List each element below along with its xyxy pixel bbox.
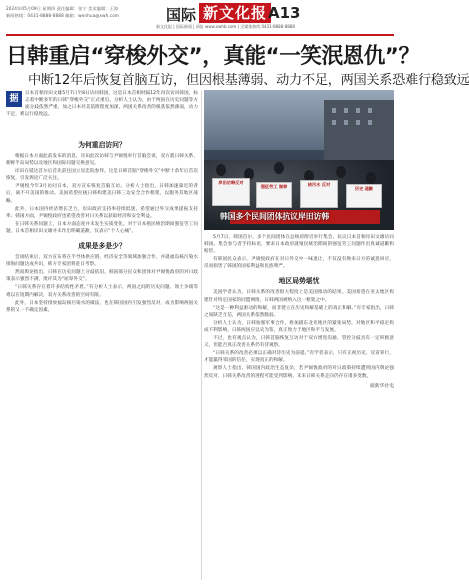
paragraph: 不过，也有观点认为，日韩首脑恢复互访对于双方增进沟通、管控分歧具有一定积极意义，但能否真正改善关系仍有待观察。	[204, 336, 394, 349]
subheadline: 中断12年后恢复首脑互访，但因根基薄弱、动力不足，两国关系恐难行稳致远	[28, 73, 469, 88]
photo-window	[332, 120, 336, 125]
hotline: 新闻热线：0431-8888-8888 邮箱：wenhua@xwh.com	[6, 12, 120, 18]
byline: 据新华社电	[370, 383, 394, 389]
newspaper-logo: 新文化报	[199, 3, 271, 23]
photo-person	[336, 166, 346, 178]
paragraph: 有韩国民众表示，尹锡悦政府在对日外交中一味退让，不仅没有换来日方的诚意回应，反而损害了韩国的国家利益和民族尊严。	[204, 257, 394, 270]
paragraph: 美国学者认为，日韩关系的改善很大程度上是美国推动的结果。美国希望在亚太地区构建针对特定国家的同盟网络，日韩两国被纳入这一框架之中。	[204, 290, 394, 303]
photo-window	[368, 120, 372, 125]
protest-sign: 强征劳工 谢罪	[256, 182, 292, 208]
paragraph: 分析人士认为，日韩加强军事合作，将加剧东北亚地区的紧张局势，对地区和平稳定构成不利影响。日韩两国应以史为鉴，真正致力于地区和平与发展。	[204, 320, 394, 333]
date-line: 2024年05月09日 星期四 责任编辑：张宁 美术编辑：王海	[6, 6, 119, 11]
protest-sign: 核污水 反对	[300, 180, 338, 208]
photo-window	[356, 108, 360, 113]
photo-window	[356, 120, 360, 125]
section-title-1: 为何重启访问？	[78, 141, 126, 149]
paragraph: 根据日本方面此前发布的消息，岸田此次访韩与尹锡悦举行首脑会谈，双方就日韩关系、朝鲜半岛局势以及地区和国际问题交换意见。	[6, 154, 198, 167]
paragraph: 此外，日本坚持排放福岛核污染水的做法，也在韩国国内引发强烈反对，成为影响两国关系的又一不确定因素。	[6, 300, 198, 313]
paragraph: 岸田在抵达首尔后首先前往国立显忠院参拜。这是日韩首脑“穿梭外交”中断十余年后首次恢复，引发舆论广泛关注。	[6, 169, 198, 182]
masthead	[6, 0, 394, 36]
lead-text: 日本首相岸田文雄5月7日至8日访问韩国，这是日本首相时隔12年再次访问韩国，标志着中断多年的日韩“穿梭外交”正式重启。分析人士认为，由于两国在历史问题等方面分歧依然严重，加之日本对美依附程度加深，两国关系改善的根基依然薄弱，动力不足，难以行稳致远。	[6, 91, 198, 118]
protest-sign: 历史 道歉	[346, 184, 382, 208]
paragraph: 观察人士指出，韩国国内政治生态复杂，若尹锡悦政府的对日政策持续遭到国内舆论强烈反对，日韩关系改善的进程可能受到影响。未来日韩关系走向仍存在诸多变数。	[204, 366, 394, 379]
paragraph: “日韩关系的改善必须以正确对待历史为前提。”有学者表示，只有正视历史、反省罪行，才能赢得邻国的信任，实现真正的和解。	[204, 351, 394, 364]
paragraph: “日韩关系存在着许多结构性矛盾。”有分析人士表示，两国之间的历史问题、领土争端等难以在短期内解决，双方关系改善的空间有限。	[6, 285, 198, 298]
paragraph: 尹锡悦今年3月访问日本，双方宣布恢复首脑互访。分析人士指出，日韩加速靠近的背后，离不开美国的推动。美国希望拉拢日韩构建美日韩三边安全合作框架，以服务其地区战略。	[6, 184, 198, 204]
paragraph: 会谈结束后，双方宣布将在半导体供应链、经济安全等领域加强合作，并就福岛核污染水排海问题达成共识，韩方专家团将赴日考察。	[6, 255, 198, 268]
photo-caption: 韩国多个民间团体抗议岸田访韩	[220, 212, 330, 221]
headline: 日韩重启“穿梭外交”，真能“一笑泯恩仇”？	[6, 44, 420, 69]
right-column	[204, 90, 394, 580]
left-column	[6, 90, 198, 580]
paragraph: 然而舆论指出，日韩在历史问题上分歧依旧。韩国部分民众和团体对尹锡悦政府的对日政策表示强烈不满，批评其为“屈辱外交”。	[6, 270, 198, 283]
paragraph: 此外，日本国内经济增长乏力，岸田政府支持率持续低迷，希望通过外交成果提振支持率；韩国方面，尹锡悦政府也希望改善对日关系以获取经济和安全利益。	[6, 206, 198, 219]
masthead-sub-meta: 新文化报 | 国际新闻 | 网址 www.xwhb.com | 全媒体热线 0431-8888-8888	[156, 24, 295, 29]
page-number: A13	[268, 4, 301, 22]
paragraph: “这是一种利益驱动的和解，而非建立在历史和解基础上的真正和解。”有专家指出，日韩之间缺乏互信，两国关系依然脆弱。	[204, 305, 394, 318]
photo-window	[344, 108, 348, 113]
section-title-2: 成果是多是少？	[78, 242, 126, 251]
section-title-3: 地区局势堪忧	[278, 277, 320, 286]
article-body	[6, 90, 394, 580]
news-photo	[204, 90, 394, 230]
photo-window	[368, 108, 372, 113]
section-label: 国际	[166, 6, 197, 24]
photo-person	[366, 172, 376, 184]
photo-person	[216, 164, 226, 176]
masthead-meta	[6, 6, 156, 19]
lead-paragraph	[6, 90, 198, 134]
column-divider	[201, 90, 202, 580]
photo-person	[274, 162, 284, 174]
paragraph: 5月7日，韩国首尔，多个民间团体在总统府附近举行集会，抗议日本首相岸田文雄访问韩国。集会参与者手持标语，要求日本政府就殖民统治期间的强征劳工问题作出真诚道歉和赔偿。	[204, 235, 394, 255]
protest-sign: 岸田访韩反对	[212, 178, 250, 206]
dropcap: 据	[6, 91, 22, 107]
photo-window	[332, 108, 336, 113]
photo-window	[344, 120, 348, 125]
paragraph: 在日韩关系问题上，日本方面态度并未发生实质变化。对于日本殖民统治期间强征劳工问题，日本首相岸田文雄并未作出明确道歉，仅表示“个人心痛”。	[6, 221, 198, 234]
